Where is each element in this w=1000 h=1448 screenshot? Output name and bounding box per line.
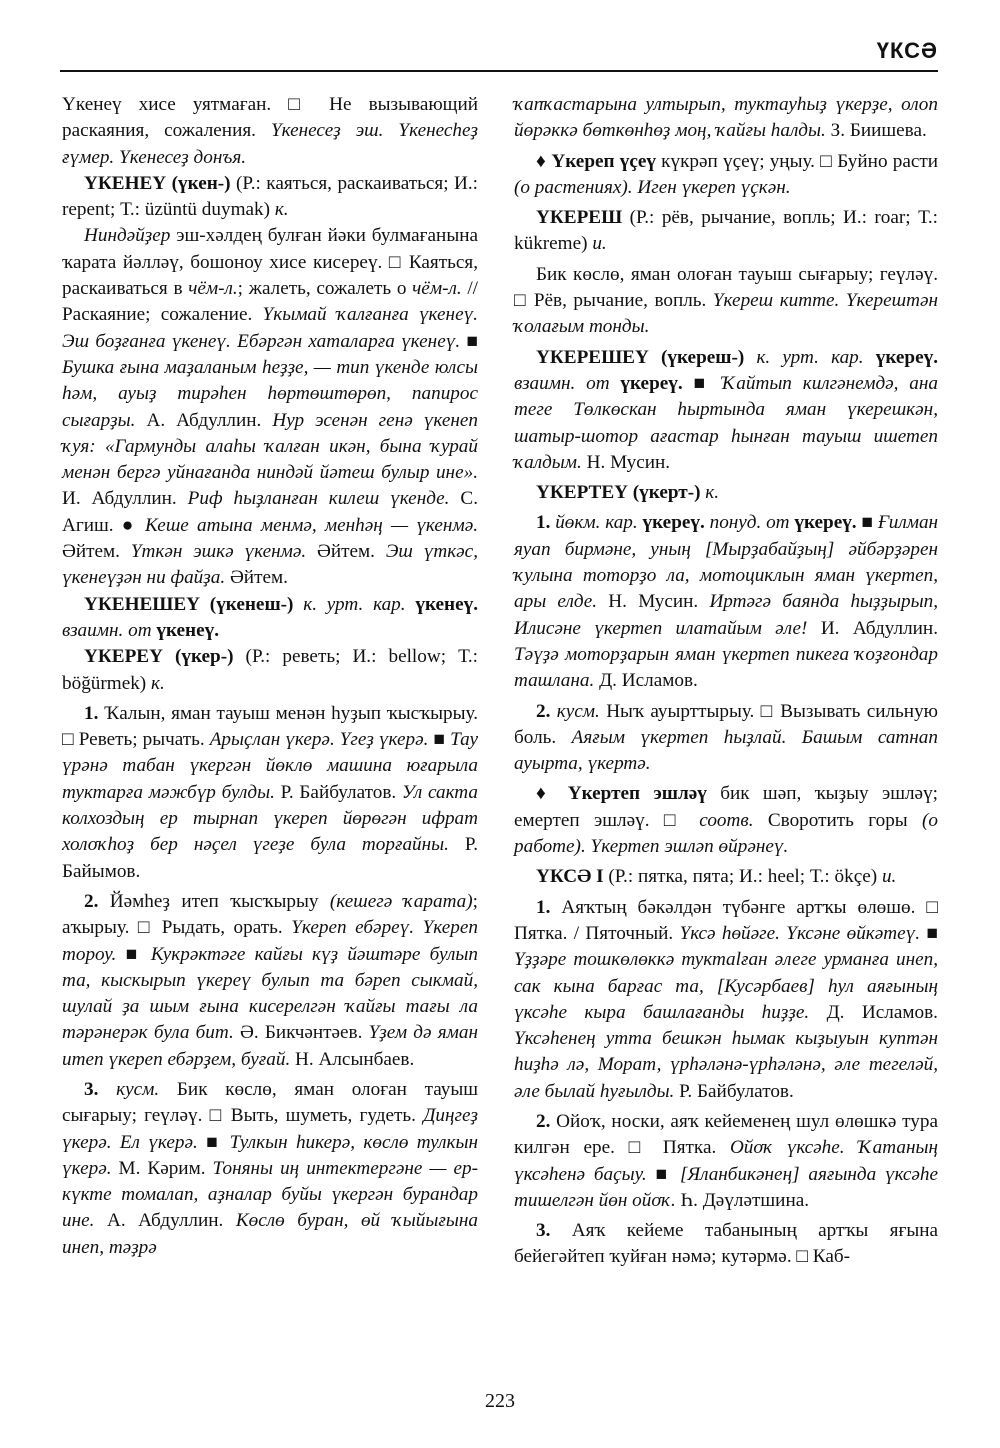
- entry-text: 1. Ҡалын, яман тауыш менән һуҙып ҡысҡырыу. □ Реветь; рычать. Арыҫлан үкерә. Үгеҙ үкерә. ■ Тау үрәнә табан үкергән йөклө машина юғарыла туктарға мәжбүр булды. Р. Байбулатов. Ул сакта колхоздың ер тырнап үкереп йөрөгән ифрат холоҡһоҙ бер нәҫел үгеҙе була торғайны. Р. Байымов.: [62, 702, 479, 882]
- entry-text: 1. Аяҡтың бәкәлдән түбәнге артҡы өлөшө. □ Пятка. / Пяточный. Үксә һөйәге. Үксәне өйкәтеү. ■ Үҙҙәре тошкөлөккә туктаlған әлеге урманға инеп, сак кына барғас та, [Кусәрбаев] һул аяғының үксәһе кыра башлағанды һиҙҙе. Д. Исламов. Үксәһенең утта бешкән һымак кыҙыуын куптән һиҙһә лә, Морат, үрһәләнә-үрһәләнә, әле тегеләй, әле былай һуғылды. Р. Байбулатов.: [514, 896, 938, 1102]
- entry-text: 2. кусм. Ныҡ ауырттырыу. □ Вызывать сильную боль. Аяғым үкертеп һыҙлай. Башым сатнап ауырта, үкертә.: [514, 700, 939, 775]
- header-rule: [60, 70, 938, 72]
- entry-text: 2. Йәмһеҙ итеп ҡысҡырыу (кешегә ҡарата); аҡырыу. □ Рыдать, орать. Үкереп ебәреү. Үкереп тороу. ■ Кукрәктәге кайғы күҙ йәштәре булып та, кыскырып үкереү булып та бәреп сыкмай, шулай ҙа шым ғына кисерелгән ҡайғы тағы ла тәрәнерәк була бит. Ә. Бикчәнтәев. Үҙем дә яман итеп үкереп ебәрҙем, буғай. Н. Алсынбаев.: [62, 890, 478, 1070]
- entry-text: ҮКЕРТЕҮ (үкерт-) к.: [536, 482, 720, 504]
- entry-text: ♦ Үкертеп эшләү бик шәп, ҡыҙыу эшләү; емертеп эшләү. □ соотв. Своротить горы (о работе). Үкертеп эшләп өйрәнеү.: [514, 783, 938, 858]
- page-number: 223: [485, 1390, 515, 1412]
- entry-text: ҮКЕНЕҮ (үкен-) (Р.: каяться, раскаиваться; И.: repent; Т.: üzüntü duymak) к.: [62, 172, 478, 221]
- entry-text: Ниндәйҙер эш-хәлдең булған йәки булмағанына ҡарата йәлләү, бошоноу хисе кисереү. □ Каяться, раскаиваться в чём-л.; жалеть, сожалеть о чём-л. // Раскаяние; сожаление. Үкымай ҡалғанға үкенеү. Эш боҙғанға үкенеү. Ебәргән хаталарға үкенеү. ■ Бушка ғына маҙаланым һеҙҙе, — тип үкенде юлсы һәм, ауыҙ тирәһен һөртөштөрөп, папирос сығарҙы. А. Абдуллин. Нур эсенән генә үкенеп ҡуя: «Гармунды алаһы ҡалған икән, бына ҡурай менән бергә уйнағанда ниндәй йәтеш булыр ине». И. Абдуллин. Риф һыҙланған килеш үкенде. С. Агиш. ● Кеше атына менмә, менһәң — үкенмә. Әйтем. Үткән эшкә үкенмә. Әйтем. Эш үткәс, үкенеүҙән ни файҙа. Әйтем.: [62, 225, 479, 589]
- entry-text: ҮКЕРЕШ (Р.: рёв, рычание, вопль; И.: roar; Т.: kükreme) и.: [514, 207, 938, 255]
- left-column: [62, 92, 478, 1261]
- running-header: ҮКСӘ: [876, 38, 938, 63]
- entry-text: ҡапҡастарына ултырып, туктауһыҙ үкерҙе, олоп йөрәккә бөткөнһөҙ моң, ҡайғы һалды. З. Биишева.: [514, 94, 938, 142]
- entry-text: Бик көслө, яман олоған тауыш сығарыу; геүләү. □ Рёв, рычание, вопль. Үкереш китте. Үкерештән ҡолағым тонды.: [514, 263, 938, 338]
- entry-text: 1. йөкм. кар. үкереү. понуд. от үкереү. ■ Ғилман яуап бирмәне, уның [Мырҙабайҙың] әйбәрҙәрен ҡулына тоторҙо ла, мотоциклын яман үкертеп, ары елде. Н. Мусин. Иртәгә баянда һыҙҙырып, Илисәне үкертеп илатайым әле! И. Абдуллин. Тәүҙә моторҙарын яман үкертеп пикеға ҡоҙғондар ташлана. Д. Исламов.: [514, 512, 939, 692]
- entry-text: Үкенеү хисе уятмаған. □ Не вызывающий раскаяния, сожаления. Үкенесеҙ эш. Үкенесһеҙ ғүмер. Үкенесеҙ донъя.: [62, 94, 478, 168]
- entry-text: 3. кусм. Бик көслө, яман олоған тауыш сығарыу; геүләү. □ Выть, шуметь, гудеть. Диңгеҙ үкерә. Ел үкерә. ■ Тулкын һикерә, көслө тулкын үкерә. М. Кәрим. Тоняны иң интектергәне — ер-күкте томалап, аҙналар буйы үкергән бурандар ине. А. Абдуллин. Көслө буран, өй ҡыйығына инеп, тәҙрә: [62, 1078, 479, 1258]
- entry-text: 3. Аяҡ кейеме табанының артҡы яғына бейегәйтеп ҡуйған нәмә; кутәрмә. □ Каб-: [514, 1220, 938, 1268]
- entry-text: 2. Ойоҡ, носки, аяҡ кейеменең шул өлөшкә тура килгән ере. □ Пятка. Ойоҡ үксәһе. Ҡатаның үксәһенә баҫыу. ■ [Яланбикәнең] аяғында үксәһе тишелгән йөн ойоҡ. Һ. Дәүләтшина.: [514, 1110, 939, 1211]
- right-column: [514, 92, 938, 1271]
- entry-text: ҮКСӘ I (Р.: пятка, пята; И.: heel; Т.: ökçe) и.: [536, 866, 897, 888]
- entry-text: ♦ Үкереп үҫеү күкрәп үҫеү; уңыу. □ Буйно расти (о растениях). Иген үкереп үҫкән.: [514, 150, 939, 198]
- entry-text: ҮКЕРЕҮ (үкер-) (Р.: реветь; И.: bellow; Т.: böğürmek) к.: [62, 646, 478, 694]
- entry-text: ҮКЕРЕШЕҮ (үкереш-) к. урт. кар. үкереү. взаимн. от үкереү. ■ Ҡайтып килгәнемдә, ана теге Төлкөскан һыртында яман үкерешкән, шатыр-шотор ағастар һынған тауыш ишетеп ҡалдым. Н. Мусин.: [514, 346, 939, 473]
- entry-text: ҮКЕНЕШЕҮ (үкенеш-) к. урт. кар. үкенеү. взаимн. от үкенеү.: [62, 593, 479, 641]
